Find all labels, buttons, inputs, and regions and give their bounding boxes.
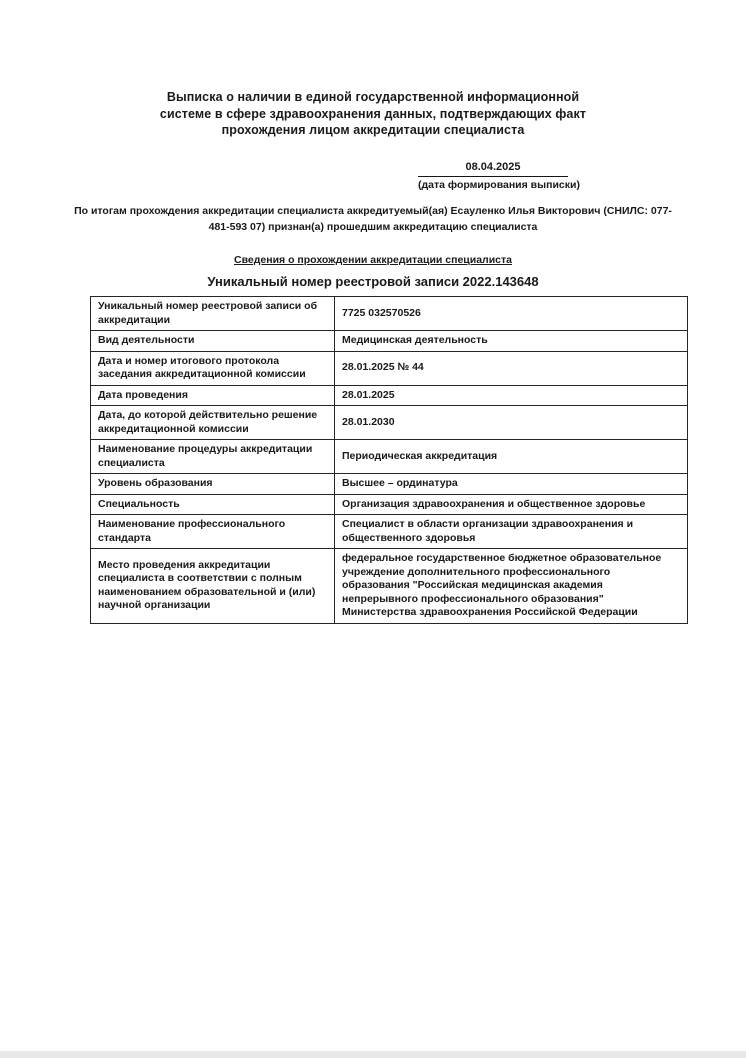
registry-number-heading: Уникальный номер реестровой записи 2022.143648 [207,274,539,289]
table-row [91,351,688,385]
document-title-line: системе в сфере здравоохранения данных, подтверждающих факт [159,106,587,121]
table-row-label: Дата и номер итогового протокола заседания аккредитационной комиссии [91,351,335,385]
table-row [91,297,688,331]
table-row-label: Наименование процедуры аккредитации специалиста [91,440,335,474]
table-row [91,474,688,495]
accreditation-table-body [91,297,688,624]
table-row-label: Дата, до которой действительно решение аккредитационной комиссии [91,406,335,440]
table-row-value: Организация здравоохранения и общественное здоровье [335,494,688,515]
table-row [91,494,688,515]
table-row-label: Наименование профессионального стандарта [91,515,335,549]
table-row-label: Уникальный номер реестровой записи об аккредитации [91,297,335,331]
table-row-value: Периодическая аккредитация [335,440,688,474]
extract-date-block [418,161,580,192]
extract-date: 08.04.2025 [418,161,568,177]
table-row-value: 28.01.2025 № 44 [335,351,688,385]
table-row [91,331,688,352]
intro-paragraph: По итогам прохождения аккредитации специалиста аккредитуемый(ая) Есауленко Илья Викторович (СНИЛС: 077-481-593 07) признан(а) прошедшим аккредитацию специалиста [74,205,672,233]
table-row-label: Вид деятельности [91,331,335,352]
table-row-label: Дата проведения [91,385,335,406]
table-row-value: федеральное государственное бюджетное образовательное учреждение дополнительного профессионального образования "Российская медицинская академия непрерывного профессионального образования" Министерства здравоохранения Российской Федерации [335,549,688,624]
table-row-label: Специальность [91,494,335,515]
table-row-label: Место проведения аккредитации специалиста в соответствии с полным наименованием образовательной и (или) научной организации [91,549,335,624]
table-row-value: Высшее – ординатура [335,474,688,495]
table-row-value: Специалист в области организации здравоохранения и общественного здоровья [335,515,688,549]
table-row [91,440,688,474]
table-row [91,549,688,624]
table-row [91,515,688,549]
document-title-line: Выписка о наличии в единой государственной информационной [166,90,580,104]
document-title-line: прохождения лицом аккредитации специалиста [221,123,525,137]
table-row-label: Уровень образования [91,474,335,495]
table-row-value: 28.01.2030 [335,406,688,440]
bottom-edge-strip [0,1051,746,1058]
document-title [0,89,746,139]
accreditation-table [90,296,688,624]
section-heading: Сведения о прохождении аккредитации специалиста [234,254,512,266]
table-row-value: 7725 032570526 [335,297,688,331]
table-row-value: 28.01.2025 [335,385,688,406]
table-row [91,406,688,440]
table-row [91,385,688,406]
extract-date-caption: (дата формирования выписки) [418,179,580,191]
table-row-value: Медицинская деятельность [335,331,688,352]
